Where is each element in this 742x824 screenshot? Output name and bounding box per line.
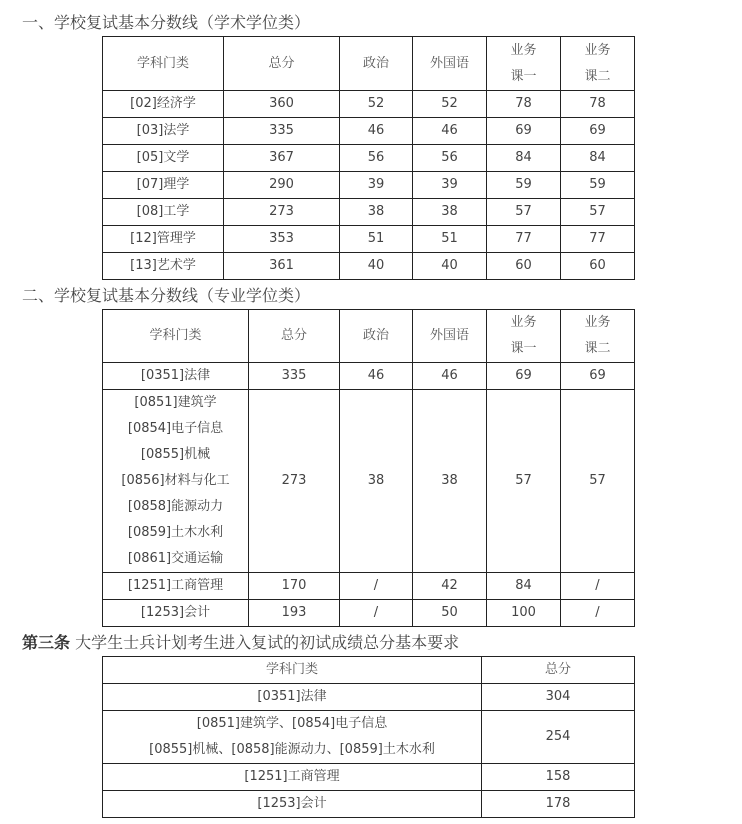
section1-title: 一、学校复试基本分数线（学术学位类） xyxy=(22,13,311,32)
section3-title xyxy=(22,630,459,653)
table-cell: [1251]工商管理 xyxy=(103,573,249,600)
score-cell: 56 xyxy=(340,145,413,172)
score-cell: 38 xyxy=(340,199,413,226)
subject-cell: [1251]工商管理 xyxy=(103,764,482,791)
score-cell: 39 xyxy=(340,172,413,199)
score-cell: 46 xyxy=(340,118,413,145)
table-header-row xyxy=(103,310,635,363)
score-cell: 78 xyxy=(561,91,635,118)
subject-cell: [02]经济学 xyxy=(103,91,224,118)
col-header: 政治 xyxy=(340,310,413,363)
table-cell: 335 xyxy=(249,363,340,390)
col-header: 业务 课二 xyxy=(561,37,635,91)
score-cell: 39 xyxy=(413,172,487,199)
score-cell: 158 xyxy=(482,764,635,791)
table-row xyxy=(103,600,635,627)
score-cell: 57 xyxy=(487,199,561,226)
score-cell: 304 xyxy=(482,684,635,711)
score-cell: 78 xyxy=(487,91,561,118)
subject-cell: [08]工学 xyxy=(103,199,224,226)
table-row xyxy=(103,253,635,280)
score-cell: 51 xyxy=(340,226,413,253)
professional-degree-table xyxy=(102,309,635,627)
score-cell: 40 xyxy=(340,253,413,280)
score-cell: 60 xyxy=(487,253,561,280)
table-cell: 38 xyxy=(413,390,487,573)
score-cell: 77 xyxy=(487,226,561,253)
soldier-program-table xyxy=(102,656,635,818)
article-label: 第三条 xyxy=(22,633,71,652)
table-cell: 193 xyxy=(249,600,340,627)
subject-cell: [0351]法律 xyxy=(103,684,482,711)
subject-cell: [03]法学 xyxy=(103,118,224,145)
score-cell: 69 xyxy=(487,118,561,145)
col-header: 学科门类 xyxy=(103,657,482,684)
table-header-row xyxy=(103,657,635,684)
table-cell: [0351]法律 xyxy=(103,363,249,390)
subject-cell: [05]文学 xyxy=(103,145,224,172)
table-row xyxy=(103,226,635,253)
score-cell: 52 xyxy=(413,91,487,118)
score-cell: 254 xyxy=(482,711,635,764)
table-row xyxy=(103,684,635,711)
score-cell: 353 xyxy=(224,226,340,253)
table-row xyxy=(103,764,635,791)
score-cell: 335 xyxy=(224,118,340,145)
score-cell: 273 xyxy=(224,199,340,226)
score-cell: 84 xyxy=(487,145,561,172)
score-cell: 361 xyxy=(224,253,340,280)
score-cell: 367 xyxy=(224,145,340,172)
table-cell: / xyxy=(561,573,635,600)
table-cell: 84 xyxy=(487,573,561,600)
score-cell: 84 xyxy=(561,145,635,172)
table-cell: 46 xyxy=(413,363,487,390)
table-row xyxy=(103,91,635,118)
table-cell: 38 xyxy=(340,390,413,573)
score-cell: 69 xyxy=(561,118,635,145)
subject-cell: [12]管理学 xyxy=(103,226,224,253)
score-cell: 56 xyxy=(413,145,487,172)
col-header: 外国语 xyxy=(413,37,487,91)
table-cell: 57 xyxy=(487,390,561,573)
col-header: 总分 xyxy=(482,657,635,684)
table-row xyxy=(103,199,635,226)
table-cell: 69 xyxy=(487,363,561,390)
table-cell: 69 xyxy=(561,363,635,390)
table-row xyxy=(103,573,635,600)
table-cell: / xyxy=(561,600,635,627)
subject-cell: [13]艺术学 xyxy=(103,253,224,280)
section2-title: 二、学校复试基本分数线（专业学位类） xyxy=(22,286,311,305)
table-cell: / xyxy=(340,573,413,600)
score-cell: 57 xyxy=(561,199,635,226)
table-row xyxy=(103,118,635,145)
table-cell: / xyxy=(340,600,413,627)
col-header: 业务 课二 xyxy=(561,310,635,363)
table-cell: 50 xyxy=(413,600,487,627)
col-header: 业务 课一 xyxy=(487,310,561,363)
col-header: 外国语 xyxy=(413,310,487,363)
table-cell: 46 xyxy=(340,363,413,390)
score-cell: 52 xyxy=(340,91,413,118)
col-header: 总分 xyxy=(224,37,340,91)
score-cell: 290 xyxy=(224,172,340,199)
subject-cell: [1253]会计 xyxy=(103,791,482,818)
subject-group-cell: [0851]建筑学 [0854]电子信息 [0855]机械 [0856]材料与化工 [0858]能源动力 [0859]土木水利 [0861]交通运输 xyxy=(103,390,249,573)
score-cell: 40 xyxy=(413,253,487,280)
table-cell: 170 xyxy=(249,573,340,600)
col-header: 学科门类 xyxy=(103,37,224,91)
academic-degree-table xyxy=(102,36,635,280)
col-header: 业务 课一 xyxy=(487,37,561,91)
score-cell: 360 xyxy=(224,91,340,118)
subject-cell: [0851]建筑学、[0854]电子信息 [0855]机械、[0858]能源动力、[0859]土木水利 xyxy=(103,711,482,764)
table-row xyxy=(103,711,635,764)
table-row xyxy=(103,363,635,390)
col-header: 总分 xyxy=(249,310,340,363)
table-row xyxy=(103,390,635,573)
table-row xyxy=(103,145,635,172)
table-cell: 273 xyxy=(249,390,340,573)
table-row xyxy=(103,172,635,199)
score-cell: 51 xyxy=(413,226,487,253)
score-cell: 59 xyxy=(487,172,561,199)
table-header-row xyxy=(103,37,635,91)
table-cell: 100 xyxy=(487,600,561,627)
section3-title-text: 大学生士兵计划考生进入复试的初试成绩总分基本要求 xyxy=(70,633,460,652)
table-cell: 57 xyxy=(561,390,635,573)
page-cutoff xyxy=(22,814,722,824)
col-header: 政治 xyxy=(340,37,413,91)
subject-cell: [07]理学 xyxy=(103,172,224,199)
col-header: 学科门类 xyxy=(103,310,249,363)
table-cell: [1253]会计 xyxy=(103,600,249,627)
table-cell: 42 xyxy=(413,573,487,600)
score-cell: 77 xyxy=(561,226,635,253)
score-cell: 46 xyxy=(413,118,487,145)
score-cell: 178 xyxy=(482,791,635,818)
score-cell: 59 xyxy=(561,172,635,199)
score-cell: 38 xyxy=(413,199,487,226)
score-cell: 60 xyxy=(561,253,635,280)
